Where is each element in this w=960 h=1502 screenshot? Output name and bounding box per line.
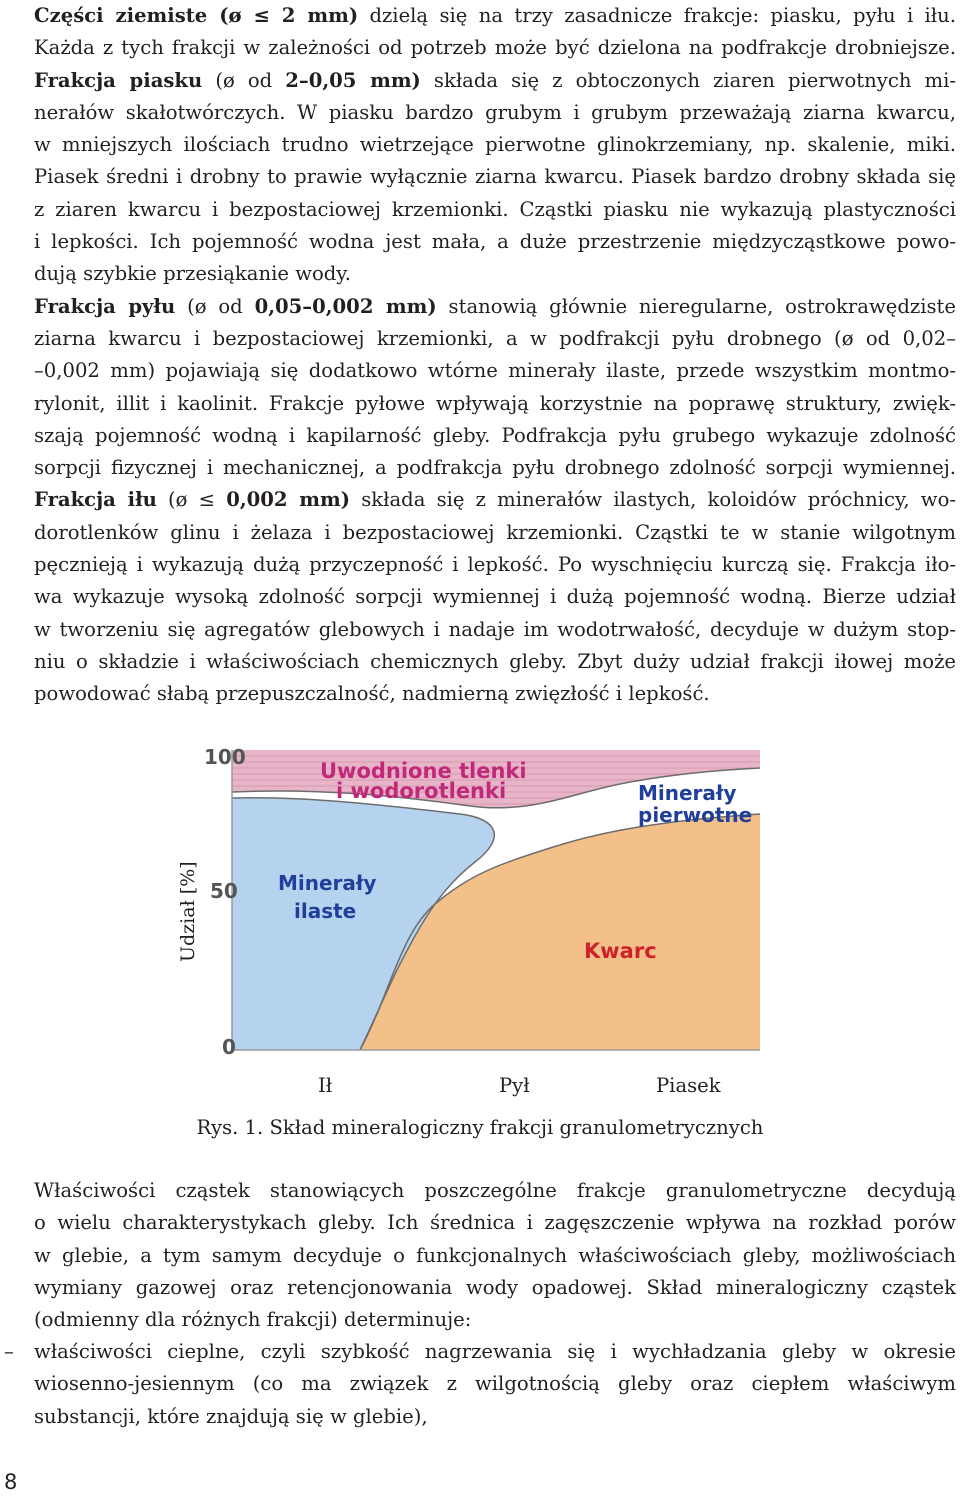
top-text-line: powodować słabą przepuszczalność, nadmierną zwięzłość i lepkość.: [34, 682, 710, 706]
top-text-line: Frakcja piasku (ø od 2–0,05 mm) składa się z obtoczonych ziaren pierwotnych mi-: [34, 68, 956, 92]
oxides-label-line1: Uwodnione tlenki: [320, 759, 527, 783]
top-text-line: ziarna kwarcu i bezpostaciowej krzemionki, a w podfrakcji pyłu drobnego (ø od 0,02–: [34, 326, 956, 350]
top-text-line: wa wykazuje wysoką zdolność sorpcji wymiennej i dużą pojemność wodną. Bierze udział: [34, 585, 956, 609]
top-text-line: w mniejszych ilościach trudno wietrzejące pierwotne glinokrzemiany, np. skalenie, miki.: [34, 133, 956, 157]
bullet-text-line: substancji, które znajdują się w glebie),: [34, 1404, 428, 1428]
top-text-line: niu o składzie i właściwościach chemicznych gleby. Zbyt duży udział frakcji iłowej może: [34, 649, 956, 673]
top-text-line: w tworzeniu się agregatów glebowych i nadaje im wodotrwałość, decyduje w dużym stop-: [34, 617, 956, 641]
bottom-text-line: o wielu charakterystykach gleby. Ich średnica i zagęszczenie wpływa na rozkład porów: [34, 1211, 956, 1235]
x-label-clay: Ił: [318, 1074, 333, 1097]
oxides-label-line2: i wodorotlenki: [336, 779, 507, 803]
quartz-label: Kwarc: [584, 939, 657, 963]
bullet-text-line: właściwości cieplne, czyli szybkość nagrzewania się i wychładzania gleby w okresie: [34, 1340, 956, 1363]
top-text-line: dorotlenków glinu i żelaza i bezpostaciowej krzemionki. Cząstki te w stanie wilgotnym: [34, 520, 956, 544]
y-axis-label-text: Udział [%]: [177, 861, 199, 962]
x-label-silt: Pył: [499, 1074, 530, 1097]
bottom-text-block: [34, 1175, 956, 1336]
top-text-line: nerałów skałotwórczych. W piasku bardzo grubym i grubym przeważają ziarna kwarcu,: [34, 100, 956, 124]
y-tick-100: 100: [204, 745, 246, 769]
clay-label-line1: Minerały: [278, 871, 377, 895]
top-text-line: Frakcja iłu (ø ≤ 0,002 mm) składa się z minerałów ilastych, koloidów próchnicy, wo-: [34, 488, 956, 512]
bottom-text-line: wymiany gazowej oraz retencjonowania wody opadowej. Skład mineralogiczny cząstek: [34, 1275, 956, 1299]
top-text-block: [34, 0, 956, 711]
bullet-dash: –: [4, 1340, 14, 1363]
y-tick-50: 50: [210, 879, 238, 903]
top-text-line: rylonit, illit i kaolinit. Frakcje pyłowe wpływają korzystnie na poprawę struktury, zwięk-: [34, 391, 956, 415]
primary-label-line1: Minerały: [638, 781, 737, 805]
top-text-line: z ziaren kwarcu i bezpostaciowej krzemionki. Cząstki piasku nie wykazują plastyczności: [34, 197, 956, 221]
top-text-line: szają pojemność wodną i kapilarność gleby. Podfrakcja pyłu grubego wykazuje zdolność: [34, 423, 956, 447]
top-text-line: dują szybkie przesiąkanie wody.: [34, 262, 352, 286]
top-text-line: i lepkości. Ich pojemność wodna jest mała, a duże przestrzenie międzycząstkowe powo-: [34, 230, 956, 254]
top-text-line: pęcznieją i wykazują dużą przyczepność i lepkość. Po wyschnięciu kurczą się. Frakcja iło-: [34, 553, 956, 577]
bottom-text-line: w glebie, a tym samym decyduje o funkcjonalnych właściwościach gleby, możliwościach: [34, 1243, 956, 1267]
primary-label-line2: pierwotne: [638, 803, 753, 827]
top-text-line: Części ziemiste (ø ≤ 2 mm) dzielą się na trzy zasadnicze frakcje: piasku, pyłu i iłu.: [34, 4, 957, 27]
bottom-text-line: (odmienny dla różnych frakcji) determinuje:: [34, 1308, 472, 1332]
y-tick-0: 0: [222, 1035, 236, 1059]
top-text-line: Piasek średni i drobny to prawie wyłącznie ziarna kwarcu. Piasek bardzo drobny składa się: [34, 165, 956, 189]
top-text-line: –0,002 mm) pojawiają się dodatkowo wtórne minerały ilaste, przede wszystkim montmo-: [34, 359, 956, 383]
top-text-line: Każda z tych frakcji w zależności od potrzeb może być dzielona na podfrakcje drobniejsze.: [34, 36, 956, 60]
top-text-line: sorpcji fizycznej i mechanicznej, a podfrakcja pyłu drobnego zdolność sorpcji wymiennej.: [34, 456, 956, 480]
page-number: 8: [4, 1470, 18, 1494]
figure-caption: Rys. 1. Skład mineralogiczny frakcji granulometrycznych: [196, 1116, 764, 1139]
bullet-list: [4, 1336, 956, 1433]
mineral-composition-figure: [170, 744, 770, 1084]
top-text-line: Frakcja pyłu (ø od 0,05–0,002 mm) stanowią głównie nieregularne, ostrokrawędziste: [34, 294, 956, 318]
x-label-sand: Piasek: [656, 1074, 721, 1097]
bottom-text-line: Właściwości cząstek stanowiących poszczególne frakcje granulometryczne decydują: [34, 1179, 956, 1202]
bullet-text-line: wiosenno-jesiennym (co ma związek z wilgotnością gleby oraz ciepłem właściwym: [34, 1372, 956, 1396]
clay-label-line2: ilaste: [294, 899, 357, 923]
